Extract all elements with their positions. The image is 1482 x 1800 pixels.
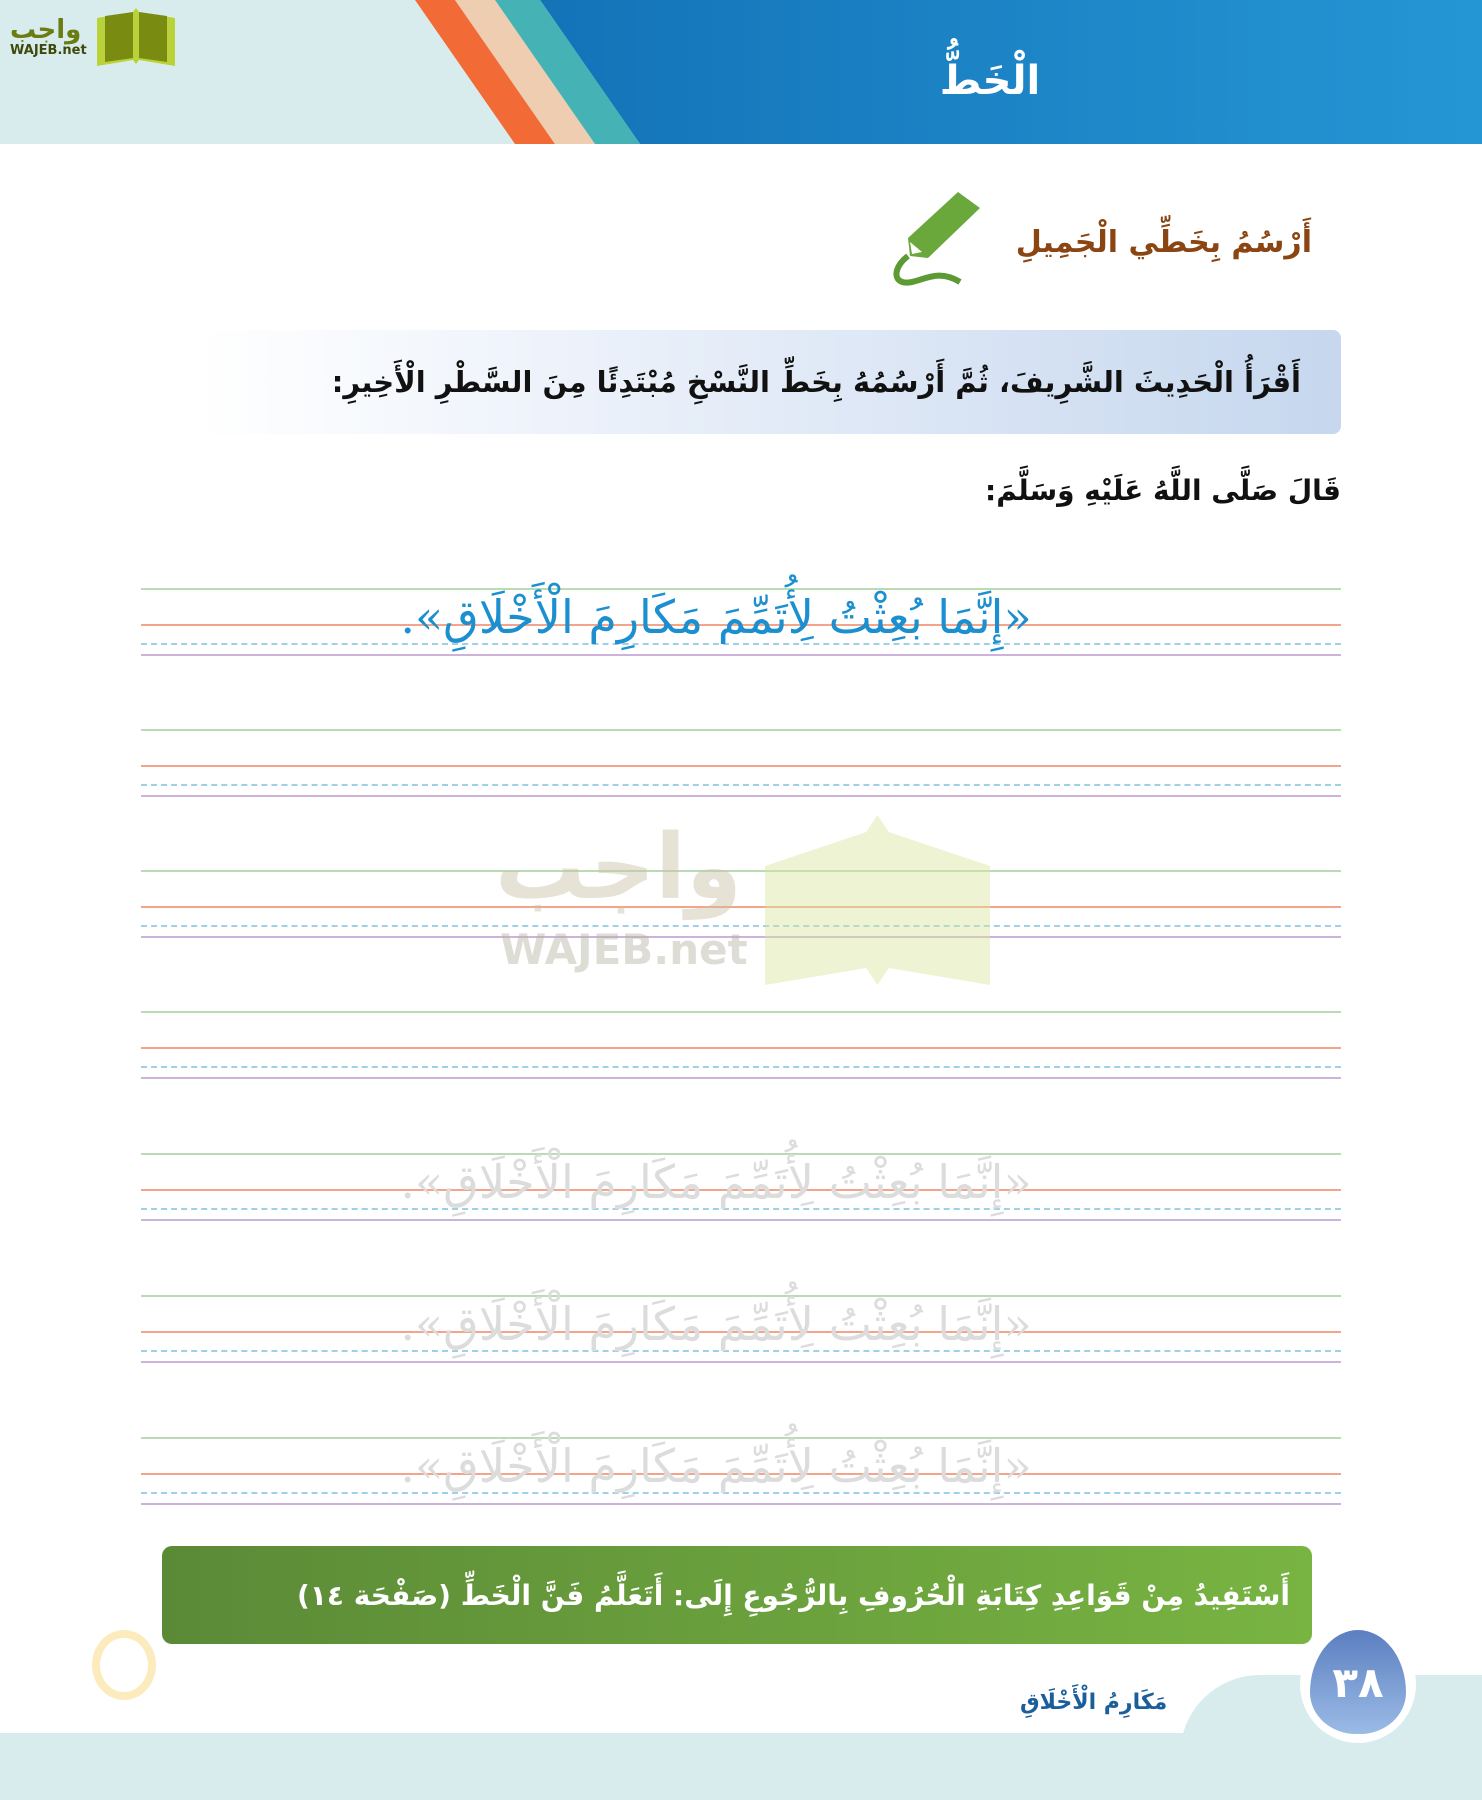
logo-english: WAJEB.net <box>10 42 87 58</box>
writing-line-1 <box>141 588 1341 658</box>
hadith-trace-text: «إِنَّمَا بُعِثْتُ لِأُتَمِّمَ مَكَارِمَ الْأَخْلَاقِ». <box>400 1155 1032 1209</box>
watermark <box>495 815 995 985</box>
logo-arabic: واجب <box>10 14 82 45</box>
decoration-icon <box>92 1630 156 1700</box>
wajeb-logo[interactable] <box>10 8 177 66</box>
pen-icon <box>888 190 984 288</box>
header-banner <box>0 0 1482 144</box>
writing-line-2[interactable] <box>141 729 1341 799</box>
section-heading: أَرْسُمُ بِخَطِّي الْجَمِيلِ <box>1015 225 1312 260</box>
unit-title: مَكَارِمُ الْأَخْلَاقِ <box>1020 1690 1168 1715</box>
watermark-english: WAJEB.net <box>500 925 748 974</box>
hadith-model-text: «إِنَّمَا بُعِثْتُ لِأُتَمِّمَ مَكَارِمَ الْأَخْلَاقِ». <box>400 590 1032 644</box>
writing-line-4[interactable] <box>141 1011 1341 1081</box>
page-header <box>0 0 1482 144</box>
page-number: ٣٨ <box>1332 1657 1384 1707</box>
writing-line-6[interactable] <box>141 1295 1341 1365</box>
tip-box <box>162 1546 1312 1644</box>
hadith-trace-text: «إِنَّمَا بُعِثْتُ لِأُتَمِّمَ مَكَارِمَ الْأَخْلَاقِ». <box>400 1297 1032 1351</box>
book-icon <box>95 8 177 66</box>
watermark-arabic: واجب <box>495 815 742 920</box>
page-title: الْخَطُّ <box>939 58 1041 104</box>
watermark-book-icon <box>765 815 990 985</box>
tip-text: أَسْتَفِيدُ مِنْ قَوَاعِدِ كِتَابَةِ الْحُرُوفِ بِالرُّجُوعِ إِلَى: أَتَعَلَّمُ فَنَّ الْخَطِّ (صَفْحَة ١٤) <box>297 1578 1290 1612</box>
writing-line-5[interactable] <box>141 1153 1341 1223</box>
hadith-intro: قَالَ صَلَّى اللَّهُ عَلَيْهِ وَسَلَّمَ: <box>985 474 1341 507</box>
instruction-text: أَقْرَأُ الْحَدِيثَ الشَّرِيفَ، ثُمَّ أَرْسُمُهُ بِخَطِّ النَّسْخِ مُبْتَدِئًا مِنَ السَّطْرِ الْأَخِيرِ: <box>331 365 1301 399</box>
writing-line-7[interactable] <box>141 1437 1341 1507</box>
hadith-trace-text: «إِنَّمَا بُعِثْتُ لِأُتَمِّمَ مَكَارِمَ الْأَخْلَاقِ». <box>400 1439 1032 1493</box>
instruction-box <box>200 330 1341 434</box>
